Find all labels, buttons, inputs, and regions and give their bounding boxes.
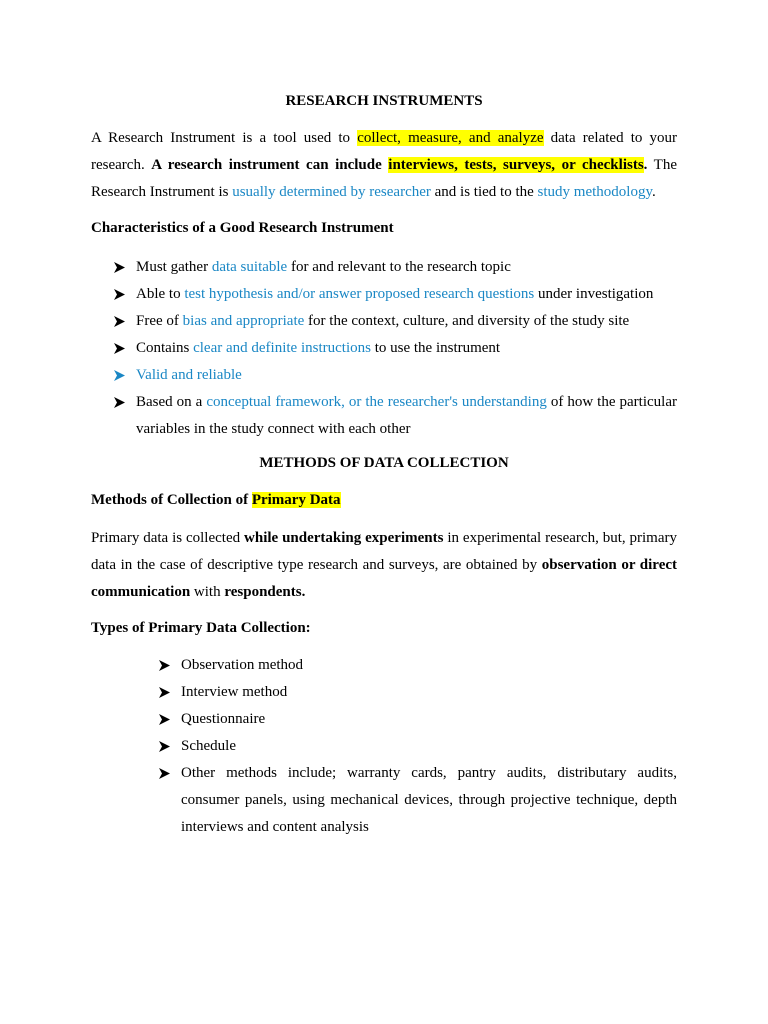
types-heading: Types of Primary Data Collection:: [91, 620, 311, 636]
list-item: Questionnaire: [181, 706, 677, 733]
arrow-bullet-icon: [159, 706, 171, 733]
section-title-research-instruments: RESEARCH INSTRUMENTS: [285, 93, 483, 109]
intro-text-3: The Research Instrument is: [91, 157, 677, 200]
intro-text-4: and is tied to the: [430, 184, 538, 200]
list-item: Other methods include; warranty cards, pantry audits, distributary audits, consumer panels, using mechanical devices, through projective technique, depth interviews and content analysis: [181, 760, 677, 841]
list-item: Based on a conceptual framework, or the researcher's understanding of how the particular variables in the study connect with each other: [136, 389, 677, 443]
arrow-bullet-icon: [114, 308, 126, 335]
list-item: Must gather data suitable for and relevant to the research topic: [136, 254, 677, 281]
intro-text-2: data related to your research.: [91, 130, 678, 173]
list-item: Interview method: [181, 679, 677, 706]
types-list: [181, 652, 677, 841]
list-item: Schedule: [181, 733, 677, 760]
intro-highlight-1: collect, measure, and analyze: [357, 130, 544, 146]
primary-data-highlight: Primary Data: [251, 492, 341, 508]
list-item: Able to test hypothesis and/or answer proposed research questions under investigation: [136, 281, 677, 308]
arrow-bullet-icon: [114, 389, 126, 416]
intro-text-5: .: [652, 184, 656, 200]
list-item: Contains clear and definite instructions to use the instrument: [136, 335, 677, 362]
intro-blue-text-2: study methodology: [537, 184, 652, 200]
intro-bold-period: .: [643, 157, 648, 173]
intro-highlight-2: interviews, tests, surveys, or checklists: [388, 157, 644, 173]
characteristics-heading: Characteristics of a Good Research Instrument: [91, 220, 394, 236]
intro-bold-text: A research instrument can include: [151, 157, 389, 173]
list-item: Free of bias and appropriate for the context, culture, and diversity of the study site: [136, 308, 677, 335]
intro-text-1: A Research Instrument is a tool used to: [91, 130, 358, 146]
arrow-bullet-icon: [159, 760, 171, 787]
primary-paragraph: Primary data is collected while undertaking experiments in experimental research, but, primary data in the case of descriptive type research and surveys, are obtained by observation or direct communication with respondents.: [91, 530, 678, 600]
arrow-bullet-icon: [159, 679, 171, 706]
arrow-bullet-icon: [114, 254, 126, 281]
section-title-methods: METHODS OF DATA COLLECTION: [259, 455, 509, 471]
list-item: Observation method: [181, 652, 677, 679]
intro-blue-text-1: usually determined by researcher: [232, 184, 431, 200]
list-item: Valid and reliable: [136, 362, 677, 389]
arrow-bullet-icon: [159, 733, 171, 760]
arrow-bullet-icon: [159, 652, 171, 679]
primary-data-heading: Methods of Collection of Primary Data: [91, 492, 341, 508]
arrow-bullet-icon: [114, 335, 126, 362]
arrow-bullet-icon: [114, 362, 126, 389]
intro-paragraph: [91, 125, 677, 206]
arrow-bullet-icon: [114, 281, 126, 308]
characteristics-list: [136, 254, 677, 443]
